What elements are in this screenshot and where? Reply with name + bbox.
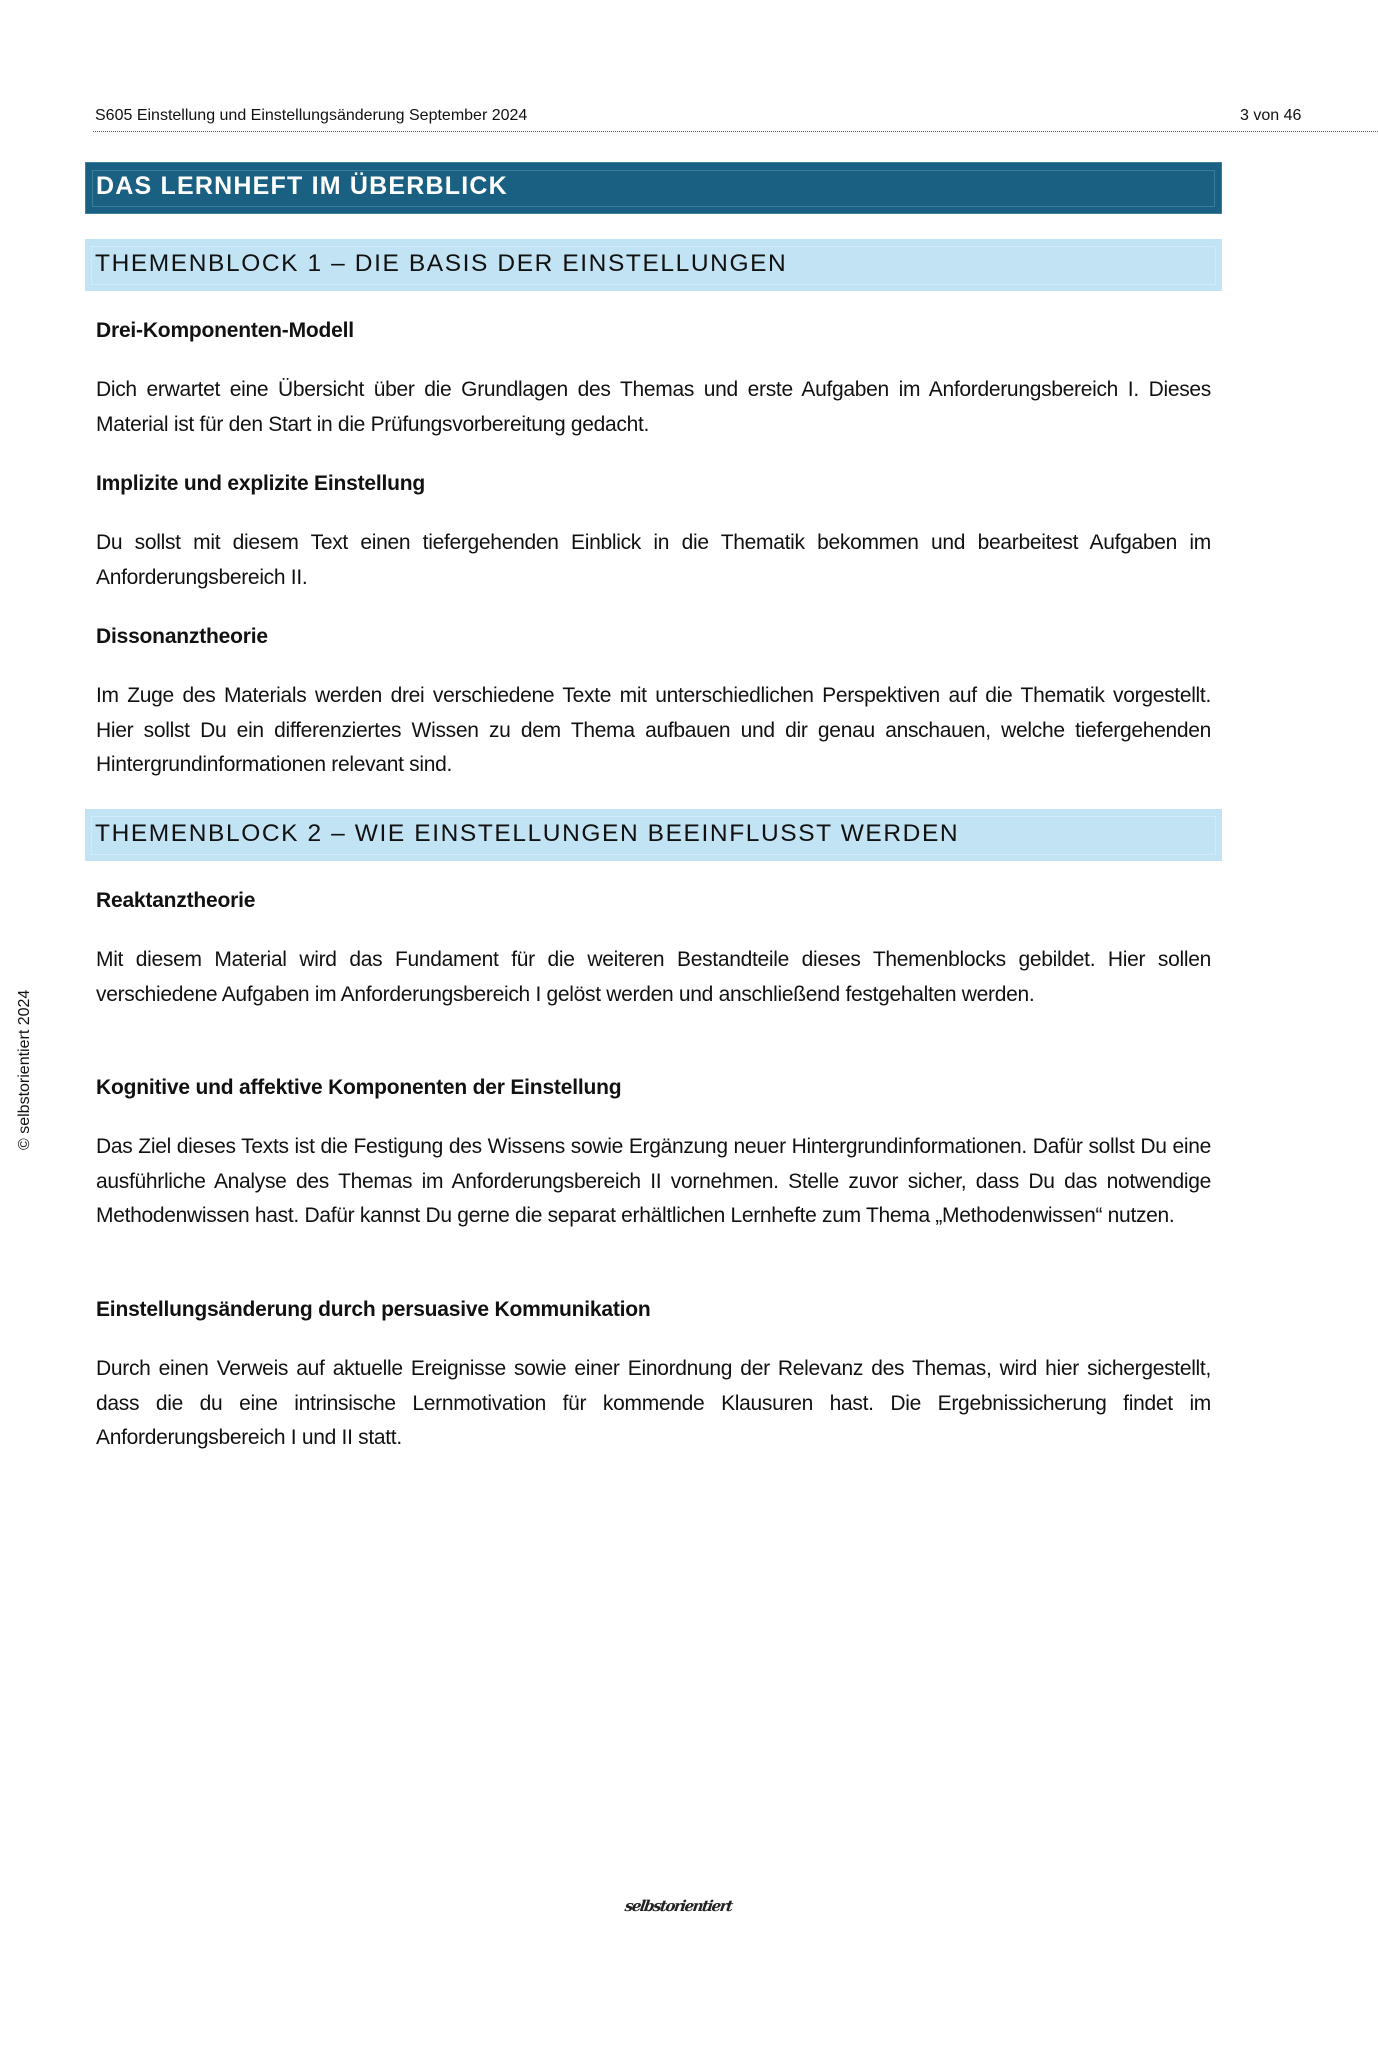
section-dissonanztheorie — [96, 622, 1211, 652]
section-drei-komponenten-modell — [96, 316, 1211, 346]
themenblock-2-heading-bar — [85, 809, 1222, 861]
themenblock-2-heading: THEMENBLOCK 2 – WIE EINSTELLUNGEN BEEINFLUSST WERDEN — [95, 820, 960, 847]
section-kognitive-affektive — [96, 1073, 1211, 1103]
section-paragraph: Dich erwartet eine Übersicht über die Grundlagen des Themas und erste Aufgaben im Anforderungsbereich I. Dieses Material ist für den Start in die Prüfungsvorbereitung gedacht. — [96, 378, 1211, 436]
section-persuasive-kommunikation — [96, 1295, 1211, 1325]
section-subheading: Einstellungsänderung durch persuasive Kommunikation — [96, 1298, 651, 1321]
footer-logo: selbstorientiert — [623, 1897, 733, 1915]
section-subheading: Kognitive und affektive Komponenten der Einstellung — [96, 1076, 622, 1099]
section-kognitive-affektive-text — [96, 1130, 1211, 1234]
section-drei-komponenten-modell-text — [96, 373, 1211, 442]
page-title-bar — [85, 162, 1222, 214]
copyright-side-note: © selbstorientiert 2024 — [16, 989, 33, 1150]
page-header — [93, 103, 1378, 132]
section-paragraph: Im Zuge des Materials werden drei verschiedene Texte mit unterschiedlichen Perspektiven auf die Thematik vorgestellt. Hier sollst Du ein differenziertes Wissen zu dem Thema aufbauen und dir genau anschauen, welche tiefergehenden Hintergrundinformationen relevant sind. — [96, 684, 1211, 776]
section-paragraph: Durch einen Verweis auf aktuelle Ereignisse sowie einer Einordnung der Relevanz des Themas, wird hier sichergestellt, dass die du eine intrinsische Lernmotivation für kommende Klausuren hast. Die Ergebnissicherung findet im Anforderungsbereich I und II statt. — [96, 1357, 1211, 1449]
section-persuasive-kommunikation-text — [96, 1352, 1211, 1456]
section-subheading: Dissonanztheorie — [96, 625, 268, 648]
section-paragraph: Mit diesem Material wird das Fundament für die weiteren Bestandteile dieses Themenblocks gebildet. Hier sollen verschiedene Aufgaben im Anforderungsbereich I gelöst werden und anschließend festgehalten werden. — [96, 948, 1211, 1006]
section-paragraph: Du sollst mit diesem Text einen tiefergehenden Einblick in die Thematik bekommen und bearbeitest Aufgaben im Anforderungsbereich II. — [96, 531, 1211, 589]
section-dissonanztheorie-text — [96, 679, 1211, 783]
section-subheading: Reaktanztheorie — [96, 889, 256, 912]
section-reaktanztheorie-text — [96, 943, 1211, 1012]
page-title: DAS LERNHEFT IM ÜBERBLICK — [96, 172, 508, 200]
section-paragraph: Das Ziel dieses Texts ist die Festigung des Wissens sowie Ergänzung neuer Hintergrundinformationen. Dafür sollst Du eine ausführliche Analyse des Themas im Anforderungsbereich II vornehmen. Stelle zuvor sicher, dass Du das notwendige Methodenwissen hast. Dafür kannst Du gerne die separat erhältlichen Lernhefte zum Thema „Methodenwissen“ nutzen. — [96, 1135, 1211, 1227]
section-reaktanztheorie — [96, 886, 1211, 916]
page-number: 3 von 46 — [1240, 107, 1302, 124]
document-title: S605 Einstellung und Einstellungsänderung September 2024 — [95, 107, 528, 124]
section-subheading: Drei-Komponenten-Modell — [96, 319, 354, 342]
themenblock-1-heading-bar — [85, 239, 1222, 291]
section-implizite-explizite — [96, 469, 1211, 499]
section-implizite-explizite-text — [96, 526, 1211, 595]
themenblock-1-heading: THEMENBLOCK 1 – DIE BASIS DER EINSTELLUNGEN — [95, 250, 788, 277]
section-subheading: Implizite und explizite Einstellung — [96, 472, 426, 495]
